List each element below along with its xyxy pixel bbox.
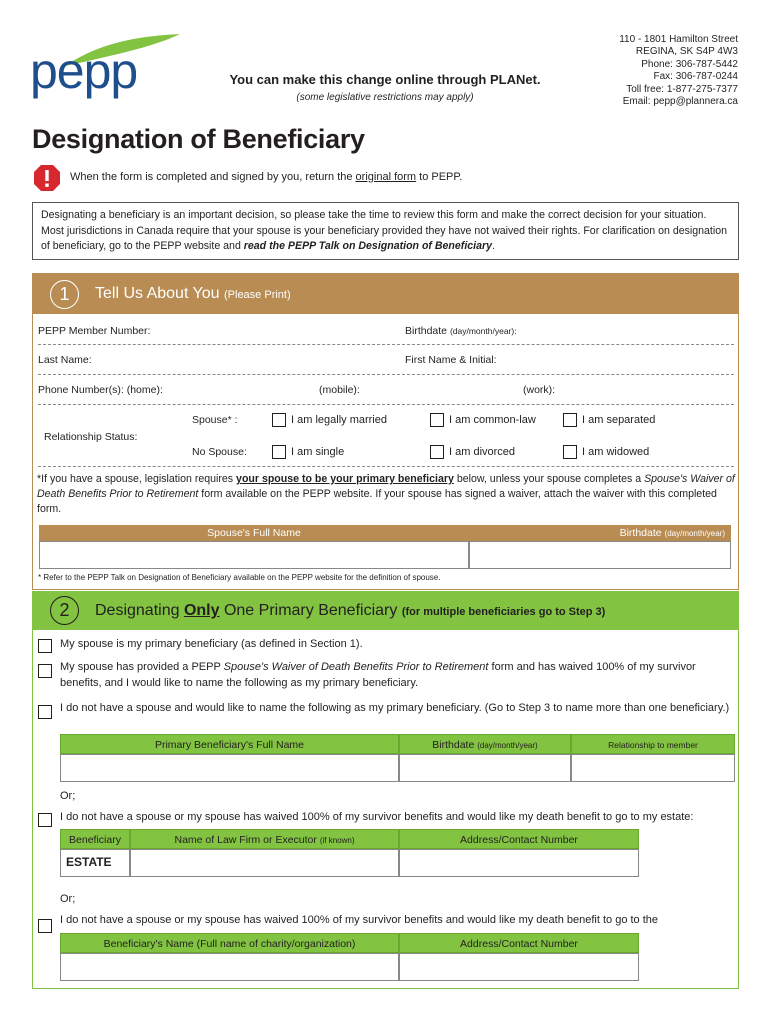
charity-name-input[interactable] xyxy=(60,953,399,981)
beneficiary-header: Beneficiary xyxy=(60,829,130,849)
address-line-2: REGINA, SK S4P 4W3 xyxy=(635,46,738,58)
divorced-label: I am divorced xyxy=(449,446,516,458)
name-row-line[interactable] xyxy=(38,374,734,375)
online-change-title: You can make this change online through PLANet. xyxy=(229,72,541,87)
section-1-tell-us-about-you xyxy=(32,273,739,590)
pepp-logo xyxy=(30,34,160,104)
primary-name-input[interactable] xyxy=(60,754,399,782)
section-2-primary-beneficiary xyxy=(32,591,739,989)
or-divider-2: Or; xyxy=(60,893,76,905)
married-checkbox[interactable] xyxy=(272,413,286,427)
step-1-badge: 1 xyxy=(50,280,79,309)
charity-address-header: Address/Contact Number xyxy=(399,933,639,953)
online-change-subtitle: (some legislative restrictions may apply) xyxy=(296,92,474,103)
relationship-row-line xyxy=(38,466,734,467)
primary-birthdate-header: Birthdate (day/month/year) xyxy=(399,734,571,754)
or-divider-1: Or; xyxy=(60,790,76,802)
step-2-badge: 2 xyxy=(50,596,79,625)
last-name-label: Last Name: xyxy=(38,354,92,366)
warning-icon xyxy=(33,164,61,192)
pepp-talk-reference: read the PEPP Talk on Designation of Beneficiary xyxy=(243,240,493,252)
charity-name-header: Beneficiary's Name (Full name of charity/organization) xyxy=(60,933,399,953)
logo-text: pepp xyxy=(30,43,138,99)
estate-label: I do not have a spouse or my spouse has waived 100% of my survivor benefits and would like my death benefit to go to my estate: xyxy=(60,811,694,823)
separated-label: I am separated xyxy=(582,414,656,426)
phone-line: Phone: 306-787-5442 xyxy=(641,58,738,70)
spouse-birthdate-input[interactable] xyxy=(469,541,731,569)
tollfree-line: Toll free: 1-877-275-7377 xyxy=(626,83,738,95)
married-label: I am legally married xyxy=(291,414,387,426)
relationship-status-label: Relationship Status: xyxy=(44,431,138,443)
original-form-text: original form xyxy=(355,171,417,183)
common-law-label: I am common-law xyxy=(449,414,536,426)
phone-row-line[interactable] xyxy=(38,404,734,405)
spouse-birthdate-header: Birthdate (day/month/year) xyxy=(469,525,731,541)
phone-home-label: Phone Number(s): (home): xyxy=(38,384,163,396)
estate-checkbox[interactable] xyxy=(38,813,52,827)
charity-address-input[interactable] xyxy=(399,953,639,981)
spouse-name-header: Spouse's Full Name xyxy=(39,525,469,541)
page-title: Designation of Beneficiary xyxy=(32,124,365,154)
estate-address-header: Address/Contact Number xyxy=(399,829,639,849)
spouse-waived-checkbox[interactable] xyxy=(38,664,52,678)
widowed-label: I am widowed xyxy=(582,446,650,458)
spouse-primary-checkbox[interactable] xyxy=(38,639,52,653)
member-row-line[interactable] xyxy=(38,344,734,345)
no-spouse-label: No Spouse: xyxy=(192,446,247,458)
single-label: I am single xyxy=(291,446,345,458)
section-2-header xyxy=(33,592,738,630)
estate-value: ESTATE xyxy=(60,849,130,877)
section-1-header xyxy=(33,274,738,314)
section-1-title: Tell Us About You (Please Print) xyxy=(95,285,291,302)
spouse-definition-footnote: * Refer to the PEPP Talk on Designation of Beneficiary available on the PEPP website for the definition of spouse. xyxy=(38,573,441,582)
email-line: Email: pepp@plannera.ca xyxy=(622,96,738,108)
charity-label: I do not have a spouse or my spouse has waived 100% of my survivor benefits and would like my death benefit to go to the xyxy=(60,914,659,926)
return-instruction: When the form is completed and signed by you, return the original form to PEPP. xyxy=(70,171,463,183)
birthdate-label: Birthdate (day/month/year): xyxy=(405,325,517,337)
estate-address-input[interactable] xyxy=(399,849,639,877)
section-2-title: Designating Only One Primary Beneficiary (for multiple beneficiaries go to Step 3) xyxy=(95,602,606,619)
spouse-waived-label: My spouse has provided a PEPP Spouse's Waiver of Death Benefits Prior to Retirement form and has waived 100% of my survivor benefits, and I would like to name the following as my primary beneficiary. xyxy=(60,661,696,689)
primary-birthdate-input[interactable] xyxy=(399,754,571,782)
spouse-name-input[interactable] xyxy=(39,541,469,569)
contact-block xyxy=(619,34,738,108)
divorced-checkbox[interactable] xyxy=(430,445,444,459)
relationship-header: Relationship to member xyxy=(571,734,735,754)
law-firm-header: Name of Law Firm or Executor (if known) xyxy=(130,829,399,849)
phone-mobile-label: (mobile): xyxy=(319,384,360,396)
no-spouse-checkbox[interactable] xyxy=(38,705,52,719)
relationship-input[interactable] xyxy=(571,754,735,782)
single-checkbox[interactable] xyxy=(272,445,286,459)
charity-checkbox[interactable] xyxy=(38,919,52,933)
law-firm-input[interactable] xyxy=(130,849,399,877)
member-number-label: PEPP Member Number: xyxy=(38,325,151,337)
spouse-label: Spouse* : xyxy=(192,414,238,426)
spouse-legislation-note: *If you have a spouse, legislation requires your spouse to be your primary beneficiary below, unless your spouse completes a Spouse's Waiver of Death Benefits Prior to Retirement form available on the PEPP website. If your spouse has signed a waiver, attach the waiver with this completed form. xyxy=(37,473,735,515)
phone-work-label: (work): xyxy=(523,384,556,396)
first-name-label: First Name & Initial: xyxy=(405,354,497,366)
address-line-1: 110 - 1801 Hamilton Street xyxy=(619,34,738,45)
fax-line: Fax: 306-787-0244 xyxy=(653,71,738,83)
spouse-primary-label: My spouse is my primary beneficiary (as defined in Section 1). xyxy=(60,638,363,650)
widowed-checkbox[interactable] xyxy=(563,445,577,459)
common-law-checkbox[interactable] xyxy=(430,413,444,427)
no-spouse-primary-label: I do not have a spouse and would like to name the following as my primary beneficiary. (Go to Step 3 to name more than one beneficiary.) xyxy=(60,702,730,714)
primary-name-header: Primary Beneficiary's Full Name xyxy=(60,734,399,754)
intro-box: Designating a beneficiary is an important decision, so please take the time to review this form and make the correct decision for your situation. Most jurisdictions in Canada require that your spouse is your beneficiary provided they have not waived their rights. For clarification on designation of beneficiary, go to the PEPP website and read the PEPP Talk on Designation of Beneficiary. xyxy=(32,202,739,260)
separated-checkbox[interactable] xyxy=(563,413,577,427)
